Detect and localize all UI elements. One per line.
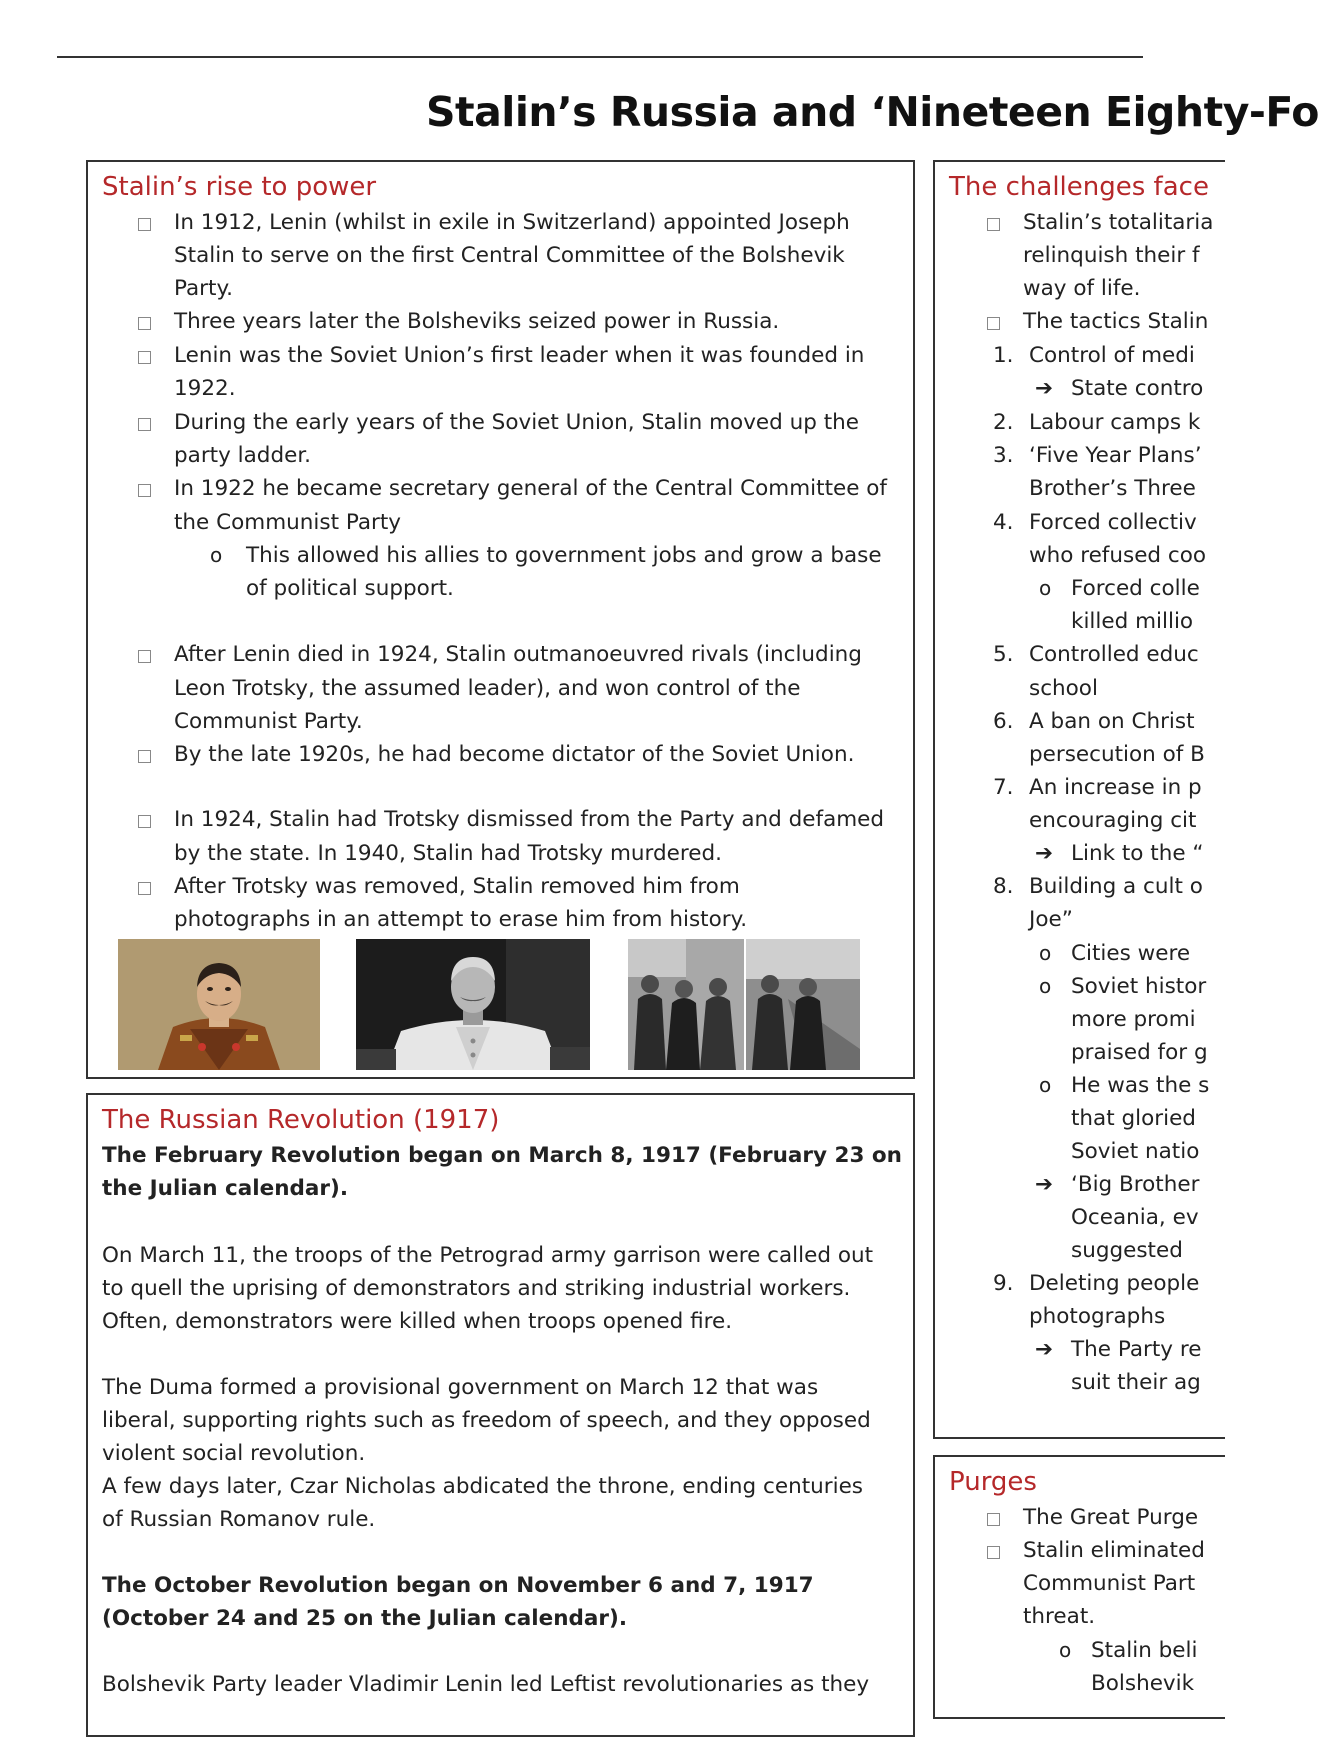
- circle-bullet-icon: o: [1039, 941, 1052, 965]
- paragraph-line: Often, demonstrators were killed when troops opened fire.: [102, 1309, 733, 1334]
- checkbox-icon: [138, 815, 151, 828]
- arrow-right-icon: ➔: [1035, 1337, 1054, 1362]
- circle-bullet-icon: o: [1039, 974, 1052, 998]
- trotsky-erased-photos-image: [628, 939, 860, 1070]
- october-heading-line2: (October 24 and 25 on the Julian calendar).: [102, 1606, 628, 1631]
- checkbox-icon: [987, 1513, 1000, 1526]
- february-heading-line2: the Julian calendar).: [102, 1176, 349, 1201]
- paragraph-line: liberal, supporting rights such as freedom of speech, and they opposed: [102, 1408, 871, 1433]
- circle-bullet-icon: o: [1059, 1638, 1072, 1662]
- paragraph-line: The Duma formed a provisional government on March 12 that was: [102, 1375, 819, 1400]
- arrow-right-icon: ➔: [1035, 841, 1054, 866]
- checkbox-icon: [138, 650, 151, 663]
- page-title: Stalin’s Russia and ‘Nineteen Eighty-Fo: [426, 88, 1319, 136]
- arrow-right-icon: ➔: [1035, 376, 1054, 401]
- revolution-section: [86, 1093, 915, 1737]
- revolution-heading: The Russian Revolution (1917): [102, 1105, 500, 1135]
- challenges-heading: The challenges face: [949, 172, 1209, 202]
- checkbox-icon: [138, 351, 151, 364]
- stalin-portrait-image: [118, 939, 320, 1070]
- rise-section: Stalin’s rise to power In 1912, Lenin (whilst in exile in Switzerland) appointed Joseph Stalin to serve on the first Central Committee of the Bolshevik Party. Three years later the Bolsheviks seized power in Russia. Lenin was the Soviet Union’s first leader when it was founded in 1922. During the early years of the Soviet Union, Stalin moved up the party ladder. In 1922 he became secretary general of the Central Committee of the Communist Party o This allowed his allies to government jobs and grow a base of political support. After Lenin died in 1924, Stalin outmanoeuvred rivals (including Leon Trotsky, the assumed leader), and won control of the Communist Party. By the late 1920s, he had become dictator of the Soviet Union. In 1924, Stalin had Trotsky dismissed from the Party and defamed by the state. In 1940, Stalin had Trotsky murdered. After Trotsky was removed, Stalin removed him from photographs in an attempt to erase him from history.: [86, 160, 915, 1079]
- checkbox-icon: [138, 418, 151, 431]
- checkbox-icon: [987, 218, 1000, 231]
- checkbox-icon: [987, 317, 1000, 330]
- checkbox-icon: [138, 750, 151, 763]
- february-heading-line1: The February Revolution began on March 8, 1917 (February 23 on: [102, 1143, 902, 1168]
- challenges-section: The challenges face Stalin’s totalitaria relinquish their f way of life. The tactics Stalin 1. Control of medi ➔ State contro 2. Labour camps k 3. ‘Five Year Plans’ Brother’s Three 4. Forced collectiv who refused coo o Forced colle killed millio 5. Controlled educ school 6. A ban on Christ persecution of B 7. An increase in p encouraging cit ➔ Link to the “ 8. Building a cult o Joe” o Cities were o Soviet histor more promi praised for g o He was the s that gloried Soviet natio ➔ ‘Big Brother Oceania, ev suggested 9. Deleting people photographs ➔ The Party re suit their ag: [933, 160, 1225, 1439]
- rise-heading: Stalin’s rise to power: [102, 172, 377, 202]
- purges-section: Purges The Great Purge Stalin eliminated Communist Part threat. o Stalin beli Bolshevik: [933, 1455, 1225, 1719]
- arrow-right-icon: ➔: [1035, 1172, 1054, 1197]
- circle-bullet-icon: o: [210, 543, 223, 567]
- paragraph-line: of Russian Romanov rule.: [102, 1507, 376, 1532]
- checkbox-icon: [138, 218, 151, 231]
- checkbox-icon: [138, 882, 151, 895]
- circle-bullet-icon: o: [1039, 1073, 1052, 1097]
- paragraph-line: violent social revolution.: [102, 1441, 366, 1466]
- paragraph-line: to quell the uprising of demonstrators and striking industrial workers.: [102, 1276, 851, 1301]
- october-heading-line1: The October Revolution began on November 6 and 7, 1917: [102, 1573, 814, 1598]
- top-rule: [57, 56, 1143, 58]
- purges-heading: Purges: [949, 1467, 1037, 1497]
- circle-bullet-icon: o: [1039, 576, 1052, 600]
- paragraph-line: A few days later, Czar Nicholas abdicated the throne, ending centuries: [102, 1474, 863, 1499]
- checkbox-icon: [138, 484, 151, 497]
- paragraph-line: On March 11, the troops of the Petrograd army garrison were called out: [102, 1243, 874, 1268]
- checkbox-icon: [138, 317, 151, 330]
- checkbox-icon: [987, 1546, 1000, 1559]
- stalin-white-uniform-image: [356, 939, 590, 1070]
- paragraph-line: Bolshevik Party leader Vladimir Lenin led Leftist revolutionaries as they: [102, 1672, 870, 1697]
